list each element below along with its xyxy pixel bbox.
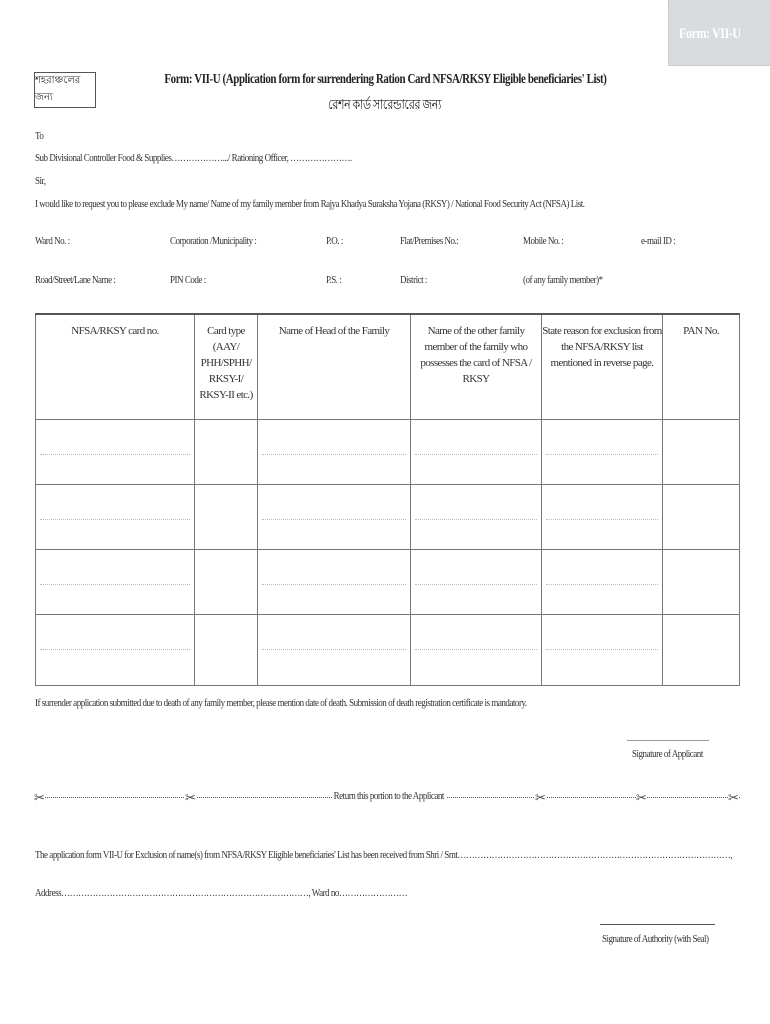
form-subtitle-text: রেশন কার্ড সারেন্ডারের জন্য	[328, 98, 442, 113]
cell-input[interactable]	[258, 485, 411, 550]
cell-input[interactable]	[411, 550, 542, 615]
cell-input[interactable]	[411, 420, 542, 485]
salutation: Sir,	[35, 175, 46, 187]
to-label: To	[35, 130, 44, 142]
cell-input[interactable]	[258, 420, 411, 485]
scissors-icon: ✂	[34, 790, 45, 805]
corporation-field[interactable]: Corporation /Municipality :	[170, 235, 257, 247]
applicant-signature-line[interactable]	[627, 740, 709, 741]
cell-input[interactable]	[258, 615, 411, 686]
district-field[interactable]: District :	[400, 274, 427, 286]
mobile-field[interactable]: Mobile No. :	[523, 235, 564, 247]
form-subtitle	[0, 93, 770, 117]
cell-input[interactable]	[542, 615, 663, 686]
pin-code-field[interactable]: PIN Code :	[170, 274, 206, 286]
cell-input[interactable]	[663, 485, 740, 550]
form-badge-label: Form: VII-U	[679, 26, 741, 42]
cell-input[interactable]	[258, 550, 411, 615]
form-badge	[668, 0, 770, 66]
cell-input[interactable]	[36, 485, 195, 550]
table-header-row	[36, 314, 740, 420]
authority-signature-line[interactable]	[600, 924, 715, 925]
email-field[interactable]: e-mail ID :	[641, 235, 676, 247]
cell-input[interactable]	[195, 615, 258, 686]
cell-input[interactable]	[411, 485, 542, 550]
form-title-text: Form: VII-U (Application form for surrendering Ration Card NFSA/RKSY Eligible beneficiaries' List)	[163, 72, 607, 87]
table-row	[36, 420, 740, 485]
request-text: I would like to request you to please exclude My name/ Name of my family member from Rajya Khadya Suraksha Yojana (RKSY) / National Food Security Act (NFSA) List.	[35, 198, 585, 210]
receipt-text: The application form VII-U for Exclusion of name(s) from NFSA/RKSY Eligible beneficiaries' List has been received from Shri / Smt……………………………………………………………………………………,	[35, 849, 733, 861]
cut-label: Return this portion to the Applicant	[333, 790, 444, 802]
ps-field[interactable]: P.S. :	[326, 274, 342, 286]
col-exclusion-reason: State reason for exclusion from the NFSA/RKSY list mentioned in reverse page.	[542, 314, 663, 420]
col-pan-no: PAN No.	[663, 314, 740, 420]
cell-input[interactable]	[36, 550, 195, 615]
table-row	[36, 550, 740, 615]
cell-input[interactable]	[542, 550, 663, 615]
family-member-note: (of any family member)*	[523, 274, 603, 286]
form-title	[0, 72, 770, 88]
flat-premises-field[interactable]: Flat/Premises No.:	[400, 235, 459, 247]
table-row	[36, 485, 740, 550]
col-other-member: Name of the other family member of the family who possesses the card of NFSA / RKSY	[411, 314, 542, 420]
cell-input[interactable]	[411, 615, 542, 686]
cell-input[interactable]	[542, 485, 663, 550]
scissors-icon: ✂	[535, 790, 546, 805]
cell-input[interactable]	[663, 615, 740, 686]
cell-input[interactable]	[195, 550, 258, 615]
beneficiary-table	[35, 313, 740, 686]
col-card-type: Card type (AAY/ PHH/SPHH/ RKSY-I/ RKSY-II etc.)	[195, 314, 258, 420]
ward-no-field[interactable]: Ward No. :	[35, 235, 70, 247]
po-field[interactable]: P.O. :	[326, 235, 343, 247]
cell-input[interactable]	[542, 420, 663, 485]
cell-input[interactable]	[663, 550, 740, 615]
applicant-signature-label: Signature of Applicant	[632, 748, 703, 760]
urban-area-box: শহরাঞ্চলের জন্য	[34, 72, 96, 108]
cell-input[interactable]	[195, 485, 258, 550]
authority-signature-label: Signature of Authority (with Seal)	[602, 933, 709, 945]
road-field[interactable]: Road/Street/Lane Name :	[35, 274, 116, 286]
scissors-icon: ✂	[185, 790, 196, 805]
col-head-of-family: Name of Head of the Family	[258, 314, 411, 420]
receipt-address: Address……………………………………………………………………………, Ward no……………………	[35, 887, 408, 899]
cell-input[interactable]	[36, 615, 195, 686]
col-card-no: NFSA/RKSY card no.	[36, 314, 195, 420]
scissors-icon: ✂	[728, 790, 739, 805]
death-note: If surrender application submitted due to death of any family member, please mention date of death. Submission of death registration certificate is mandatory.	[35, 697, 527, 709]
table-row	[36, 615, 740, 686]
addressee: Sub Divisional Controller Food & Supplies……………….../ Rationing Officer, ………………….	[35, 152, 352, 164]
cell-input[interactable]	[36, 420, 195, 485]
cell-input[interactable]	[195, 420, 258, 485]
scissors-icon: ✂	[636, 790, 647, 805]
cell-input[interactable]	[663, 420, 740, 485]
